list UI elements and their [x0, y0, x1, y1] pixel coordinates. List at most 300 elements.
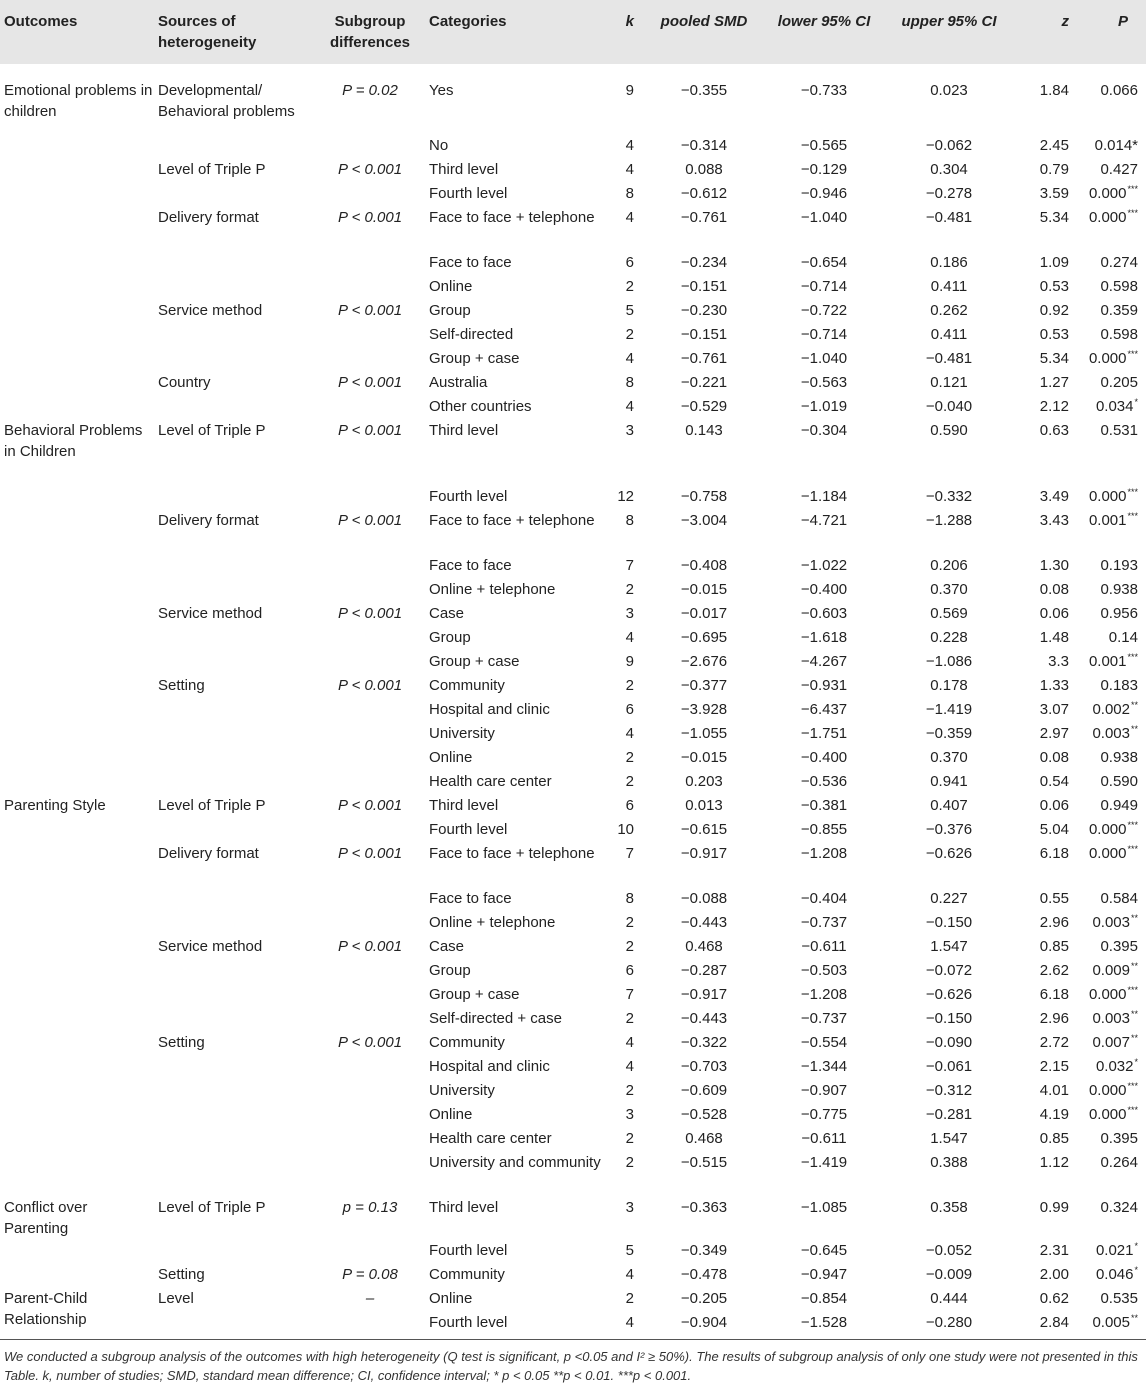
upper-ci-cell-text: 0.358: [930, 1199, 968, 1216]
upper-ci-cell-text: −1.419: [925, 701, 973, 718]
subgroup-difference-cell-text: –: [365, 1290, 375, 1307]
subgroup-difference-cell-text: P < 0.001: [337, 605, 403, 622]
z-cell-text: 2.84: [1039, 1314, 1069, 1331]
lower-ci-cell: [764, 371, 884, 395]
outcome-cell: [0, 182, 154, 206]
upper-ci-cell: [884, 323, 1014, 347]
p-value-cell: [1069, 722, 1146, 746]
upper-ci-cell-text: −0.359: [925, 725, 973, 742]
pooled-smd-cell: [644, 935, 764, 959]
pooled-smd-cell-text: 0.468: [685, 1130, 723, 1147]
subgroup-difference-cell: [311, 746, 429, 770]
table-row: [0, 1007, 1146, 1031]
category-cell-text: University: [429, 1082, 495, 1099]
z-cell: [1014, 1263, 1069, 1287]
outcome-cell: [0, 746, 154, 770]
subgroup-difference-cell: [311, 1127, 429, 1151]
z-cell-text: 2.96: [1039, 914, 1069, 931]
subgroup-difference-cell: [311, 770, 429, 794]
k-cell-text: 8: [625, 374, 634, 391]
k-cell-text: 2: [625, 1154, 634, 1171]
pooled-smd-cell-text: −0.758: [680, 488, 728, 505]
upper-ci-cell-text: 0.206: [930, 557, 968, 574]
k-cell-text: 6: [625, 962, 634, 979]
p-value-cell: [1069, 251, 1146, 275]
pooled-smd-cell-text: −0.151: [680, 326, 728, 343]
outcome-cell: [0, 602, 154, 626]
pooled-smd-cell-text: −0.612: [680, 185, 728, 202]
source-cell: [154, 818, 311, 842]
z-cell: [1014, 1103, 1069, 1127]
subgroup-difference-cell: [311, 1007, 429, 1031]
subgroup-difference-cell-text: P < 0.001: [337, 938, 403, 955]
source-cell: [154, 347, 311, 371]
source-cell-text: Delivery format: [158, 845, 259, 862]
p-value-cell-text: 0.193: [1100, 557, 1138, 574]
subgroup-difference-cell: [311, 698, 429, 722]
pooled-smd-cell: [644, 485, 764, 509]
table-row: [0, 509, 1146, 554]
table-row: [0, 275, 1146, 299]
lower-ci-cell: [764, 206, 884, 251]
k-cell-text: 4: [625, 137, 634, 154]
k-cell-text: 2: [625, 581, 634, 598]
k-cell: [609, 935, 644, 959]
upper-ci-cell: [884, 251, 1014, 275]
source-cell: [154, 206, 311, 251]
k-cell-text: 10: [617, 821, 634, 838]
z-cell-text: 1.12: [1039, 1154, 1069, 1171]
subgroup-difference-cell: [311, 347, 429, 371]
upper-ci-cell: [884, 275, 1014, 299]
outcome-cell: [0, 158, 154, 182]
pooled-smd-cell-text: −0.529: [680, 398, 728, 415]
upper-ci-cell-text: 0.023: [930, 82, 968, 99]
pooled-smd-cell: [644, 347, 764, 371]
upper-ci-cell-text: −0.481: [925, 350, 973, 367]
upper-ci-cell-text: 0.444: [930, 1290, 968, 1307]
lower-ci-cell-text: −0.907: [800, 1082, 848, 1099]
pooled-smd-cell: [644, 911, 764, 935]
p-value-cell: [1069, 1287, 1146, 1311]
table-row: [0, 1311, 1146, 1335]
upper-ci-cell: [884, 1287, 1014, 1311]
p-value-cell-text: 0.000: [1088, 185, 1127, 202]
outcome-cell: [0, 275, 154, 299]
lower-ci-cell: [764, 626, 884, 650]
pooled-smd-cell: [644, 1239, 764, 1263]
subgroup-difference-cell: [311, 818, 429, 842]
k-cell: [609, 1151, 644, 1196]
k-cell: [609, 275, 644, 299]
k-cell: [609, 323, 644, 347]
z-cell: [1014, 1239, 1069, 1263]
z-cell: [1014, 722, 1069, 746]
table-row: [0, 347, 1146, 371]
upper-ci-cell-text: −0.281: [925, 1106, 973, 1123]
z-cell-text: 0.06: [1039, 797, 1069, 814]
upper-ci-cell: [884, 722, 1014, 746]
p-value-cell: [1069, 650, 1146, 674]
lower-ci-cell-text: −1.344: [800, 1058, 848, 1075]
header-lower-ci: lower 95% CI: [777, 13, 871, 30]
category-cell-text: Third level: [429, 161, 499, 178]
category-cell-text: Yes: [429, 82, 454, 99]
outcome-cell: [0, 419, 154, 485]
p-value-cell: [1069, 158, 1146, 182]
k-cell: [609, 251, 644, 275]
upper-ci-cell: [884, 794, 1014, 818]
pooled-smd-cell-text: −0.515: [680, 1154, 728, 1171]
outcome-cell: [0, 887, 154, 911]
pooled-smd-cell: [644, 1196, 764, 1239]
source-cell: [154, 251, 311, 275]
subgroup-difference-cell: [311, 158, 429, 182]
k-cell-text: 9: [625, 653, 634, 670]
source-cell: [154, 554, 311, 578]
source-cell: [154, 1311, 311, 1335]
source-cell-text: Country: [158, 374, 211, 391]
category-cell-text: Health care center: [429, 1130, 552, 1147]
pooled-smd-cell: [644, 602, 764, 626]
table-row: [0, 554, 1146, 578]
k-cell-text: 4: [625, 161, 634, 178]
k-cell: [609, 818, 644, 842]
p-value-cell-text: 0.598: [1100, 278, 1138, 295]
pooled-smd-cell: [644, 1103, 764, 1127]
subgroup-difference-cell: [311, 182, 429, 206]
k-cell: [609, 1103, 644, 1127]
z-cell-text: 0.85: [1039, 1130, 1069, 1147]
pooled-smd-cell: [644, 578, 764, 602]
p-value-cell-text: 0.002: [1092, 701, 1130, 718]
pooled-smd-cell: [644, 64, 764, 134]
z-cell-text: 3.07: [1039, 701, 1069, 718]
k-cell-text: 7: [625, 845, 634, 862]
p-value-cell-text: 0.264: [1100, 1154, 1138, 1171]
category-cell: [429, 746, 609, 770]
outcome-cell: [0, 206, 154, 251]
category-cell: [429, 698, 609, 722]
source-cell: [154, 1127, 311, 1151]
upper-ci-cell-text: 0.388: [930, 1154, 968, 1171]
source-cell-text: Setting: [158, 1034, 205, 1051]
category-cell-text: Hospital and clinic: [429, 701, 550, 718]
source-cell: [154, 626, 311, 650]
table-row: [0, 1079, 1146, 1103]
significance-marker: *: [1134, 1265, 1138, 1275]
subgroup-difference-cell: [311, 1103, 429, 1127]
pooled-smd-cell: [644, 1127, 764, 1151]
subgroup-difference-cell: [311, 842, 429, 887]
p-value-cell: [1069, 1079, 1146, 1103]
lower-ci-cell: [764, 1103, 884, 1127]
outcome-cell-text: Behavioral Problems in Children: [4, 422, 143, 460]
lower-ci-cell-text: −0.400: [800, 581, 848, 598]
p-value-cell-text: 0.590: [1100, 773, 1138, 790]
upper-ci-cell: [884, 842, 1014, 887]
category-cell-text: Community: [429, 677, 505, 694]
z-cell-text: 1.27: [1039, 374, 1069, 391]
upper-ci-cell: [884, 1007, 1014, 1031]
z-cell-text: 3.49: [1039, 488, 1069, 505]
z-cell: [1014, 650, 1069, 674]
category-cell: [429, 935, 609, 959]
k-cell-text: 2: [625, 1290, 634, 1307]
p-value-cell-text: 0.009: [1092, 962, 1130, 979]
pooled-smd-cell: [644, 983, 764, 1007]
k-cell-text: 6: [625, 701, 634, 718]
category-cell: [429, 602, 609, 626]
table-row: [0, 698, 1146, 722]
source-cell-text: Level: [158, 1290, 194, 1307]
upper-ci-cell: [884, 911, 1014, 935]
k-cell-text: 3: [625, 605, 634, 622]
z-cell: [1014, 818, 1069, 842]
category-cell-text: University and community: [429, 1154, 601, 1171]
upper-ci-cell: [884, 509, 1014, 554]
k-cell-text: 4: [625, 629, 634, 646]
lower-ci-cell-text: −6.437: [800, 701, 848, 718]
category-cell: [429, 650, 609, 674]
table-row: [0, 959, 1146, 983]
z-cell: [1014, 275, 1069, 299]
lower-ci-cell-text: −0.565: [800, 137, 848, 154]
p-value-cell-text: 0.584: [1100, 890, 1138, 907]
z-cell: [1014, 347, 1069, 371]
upper-ci-cell-text: 0.186: [930, 254, 968, 271]
lower-ci-cell: [764, 1263, 884, 1287]
lower-ci-cell: [764, 323, 884, 347]
p-value-cell: [1069, 1007, 1146, 1031]
lower-ci-cell: [764, 1031, 884, 1055]
subgroup-difference-cell: [311, 983, 429, 1007]
z-cell-text: 2.12: [1039, 398, 1069, 415]
subgroup-difference-cell: [311, 371, 429, 395]
table-footnote: We conducted a subgroup analysis of the outcomes with high heterogeneity (Q test is significant, p <0.05 and I² ≥ 50%). The results of subgroup analysis of only one study were not presented in this Table. k, number of studies; SMD, standard mean difference; CI, confidence interval; * p < 0.05 **p < 0.01. ***p < 0.001.: [4, 1349, 1138, 1383]
outcome-cell: [0, 911, 154, 935]
category-cell: [429, 1287, 609, 1311]
z-cell: [1014, 182, 1069, 206]
pooled-smd-cell: [644, 1287, 764, 1311]
table-row: [0, 1263, 1146, 1287]
p-value-cell: [1069, 1127, 1146, 1151]
k-cell-text: 6: [625, 797, 634, 814]
category-cell: [429, 1263, 609, 1287]
outcome-cell-text: Parenting Style: [4, 797, 106, 814]
table-row: [0, 818, 1146, 842]
z-cell: [1014, 770, 1069, 794]
table-row: [0, 371, 1146, 395]
significance-marker: ***: [1127, 1105, 1138, 1115]
z-cell-text: 2.15: [1039, 1058, 1069, 1075]
k-cell-text: 4: [625, 1314, 634, 1331]
subgroup-difference-cell: [311, 323, 429, 347]
category-cell-text: No: [429, 137, 449, 154]
category-cell: [429, 1311, 609, 1335]
p-value-cell: [1069, 887, 1146, 911]
lower-ci-cell-text: −0.645: [800, 1242, 848, 1259]
category-cell-text: University: [429, 725, 495, 742]
p-value-cell-text: 0.938: [1100, 749, 1138, 766]
header-p: P: [1117, 13, 1128, 30]
lower-ci-cell: [764, 275, 884, 299]
p-value-cell-text: 0.956: [1100, 605, 1138, 622]
pooled-smd-cell-text: 0.143: [685, 422, 723, 439]
lower-ci-cell-text: −0.737: [800, 1010, 848, 1027]
upper-ci-cell-text: 0.941: [930, 773, 968, 790]
p-value-cell-text: 0.000: [1088, 209, 1127, 226]
pooled-smd-cell-text: −0.314: [680, 137, 728, 154]
source-cell: [154, 64, 311, 134]
z-cell-text: 0.06: [1039, 605, 1069, 622]
upper-ci-cell: [884, 698, 1014, 722]
k-cell-text: 2: [625, 914, 634, 931]
z-cell: [1014, 602, 1069, 626]
k-cell-text: 5: [625, 302, 634, 319]
subgroup-difference-cell-text: P < 0.001: [337, 422, 403, 439]
z-cell-text: 5.34: [1039, 209, 1069, 226]
upper-ci-cell: [884, 299, 1014, 323]
table-row: [0, 158, 1146, 182]
p-value-cell: [1069, 1239, 1146, 1263]
category-cell-text: Group: [429, 962, 471, 979]
lower-ci-cell-text: −0.775: [800, 1106, 848, 1123]
table-row: [0, 746, 1146, 770]
category-cell: [429, 182, 609, 206]
outcome-cell: [0, 1196, 154, 1239]
pooled-smd-cell-text: −0.917: [680, 845, 728, 862]
z-cell: [1014, 371, 1069, 395]
subgroup-difference-cell: [311, 299, 429, 323]
pooled-smd-cell-text: −0.377: [680, 677, 728, 694]
k-cell-text: 3: [625, 1199, 634, 1216]
upper-ci-cell-text: −1.086: [925, 653, 973, 670]
k-cell: [609, 722, 644, 746]
lower-ci-cell-text: −1.184: [800, 488, 848, 505]
lower-ci-cell-text: −1.040: [800, 209, 848, 226]
lower-ci-cell-text: −1.040: [800, 350, 848, 367]
upper-ci-cell: [884, 158, 1014, 182]
pooled-smd-cell: [644, 1031, 764, 1055]
outcome-cell: [0, 251, 154, 275]
subgroup-difference-cell: [311, 275, 429, 299]
outcome-cell-text: Parent-Child Relationship: [4, 1290, 88, 1328]
p-value-cell-text: 0.014*: [1094, 137, 1138, 154]
p-value-cell-text: 0.066: [1100, 82, 1138, 99]
p-value-cell: [1069, 323, 1146, 347]
category-cell: [429, 158, 609, 182]
subgroup-difference-cell: [311, 419, 429, 485]
source-cell: [154, 1151, 311, 1196]
upper-ci-cell: [884, 626, 1014, 650]
subgroup-difference-cell: [311, 1263, 429, 1287]
pooled-smd-cell-text: −0.205: [680, 1290, 728, 1307]
z-cell: [1014, 1007, 1069, 1031]
k-cell-text: 4: [625, 725, 634, 742]
upper-ci-cell: [884, 395, 1014, 419]
category-cell-text: Group: [429, 629, 471, 646]
lower-ci-cell: [764, 554, 884, 578]
upper-ci-cell-text: 0.370: [930, 581, 968, 598]
lower-ci-cell-text: −0.722: [800, 302, 848, 319]
source-cell: [154, 134, 311, 158]
upper-ci-cell: [884, 1079, 1014, 1103]
significance-marker: **: [1130, 1033, 1138, 1043]
p-value-cell: [1069, 746, 1146, 770]
upper-ci-cell-text: −0.052: [925, 1242, 973, 1259]
lower-ci-cell: [764, 485, 884, 509]
p-value-cell-text: 0.000: [1088, 1106, 1127, 1123]
upper-ci-cell: [884, 746, 1014, 770]
source-cell: [154, 887, 311, 911]
z-cell-text: 0.53: [1039, 326, 1069, 343]
source-cell: [154, 674, 311, 698]
category-cell: [429, 578, 609, 602]
source-cell: [154, 1079, 311, 1103]
table-row: [0, 64, 1146, 134]
header-sources: Sources of heterogeneity: [158, 13, 257, 51]
pooled-smd-cell: [644, 626, 764, 650]
category-cell: [429, 395, 609, 419]
upper-ci-cell-text: 0.411: [930, 326, 968, 343]
category-cell: [429, 371, 609, 395]
k-cell-text: 2: [625, 749, 634, 766]
p-value-cell: [1069, 674, 1146, 698]
category-cell-text: Other countries: [429, 398, 532, 415]
category-cell-text: Community: [429, 1034, 505, 1051]
category-cell: [429, 959, 609, 983]
pooled-smd-cell: [644, 323, 764, 347]
p-value-cell-text: 0.000: [1088, 350, 1127, 367]
p-value-cell-text: 0.021: [1095, 1242, 1134, 1259]
subgroup-difference-cell-text: P < 0.001: [337, 512, 403, 529]
z-cell: [1014, 395, 1069, 419]
k-cell: [609, 1311, 644, 1335]
table-row: [0, 395, 1146, 419]
header-k: k: [625, 13, 634, 30]
p-value-cell: [1069, 959, 1146, 983]
category-cell: [429, 626, 609, 650]
significance-marker: ***: [1127, 349, 1138, 359]
p-value-cell: [1069, 794, 1146, 818]
category-cell: [429, 275, 609, 299]
table-row: [0, 1239, 1146, 1263]
subgroup-difference-cell-text: P = 0.02: [342, 82, 398, 99]
p-value-cell-text: 0.938: [1100, 581, 1138, 598]
outcome-cell: [0, 64, 154, 134]
pooled-smd-cell-text: −0.088: [680, 890, 728, 907]
subgroup-difference-cell-text: P < 0.001: [337, 302, 403, 319]
outcome-cell: [0, 371, 154, 395]
upper-ci-cell: [884, 485, 1014, 509]
p-value-cell-text: 0.032: [1095, 1058, 1134, 1075]
z-cell: [1014, 1311, 1069, 1335]
table-row: [0, 134, 1146, 158]
category-cell-text: Group + case: [429, 350, 520, 367]
table-row: [0, 770, 1146, 794]
k-cell-text: 6: [625, 254, 634, 271]
k-cell-text: 7: [625, 557, 634, 574]
lower-ci-cell: [764, 818, 884, 842]
upper-ci-cell: [884, 64, 1014, 134]
category-cell: [429, 818, 609, 842]
pooled-smd-cell: [644, 842, 764, 887]
upper-ci-cell: [884, 1311, 1014, 1335]
source-cell-text: Setting: [158, 1266, 205, 1283]
significance-marker: **: [1130, 913, 1138, 923]
significance-marker: **: [1130, 961, 1138, 971]
